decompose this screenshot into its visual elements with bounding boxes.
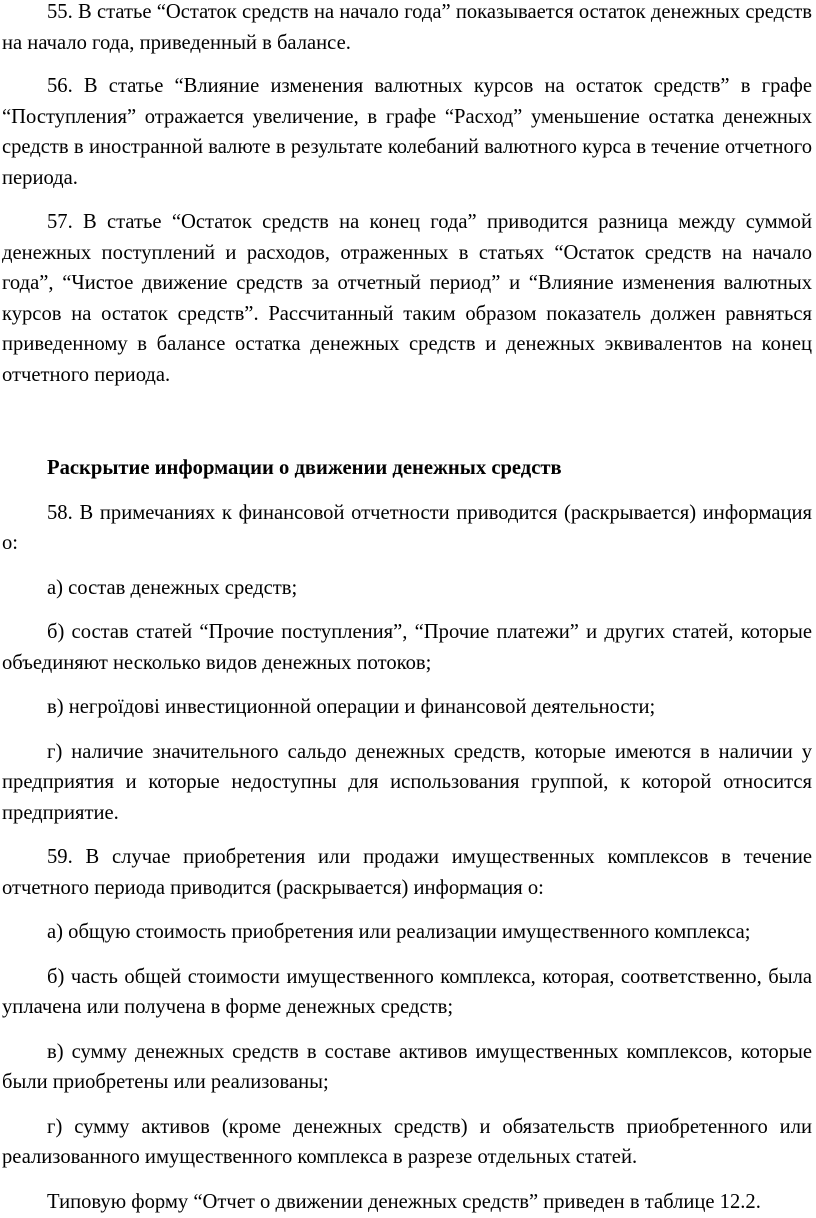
list-item-59d: г) сумму активов (кроме денежных средств) и обязательств приобретенного или реализованного имущественного комплекса в разрезе отдельных статей.	[2, 1115, 812, 1168]
list-item-58c: в) негроїдові инвестиционной операции и финансовой деятельности;	[47, 696, 656, 718]
section-heading: Раскрытие информации о движении денежных средств	[47, 457, 562, 479]
paragraph-57: 57. В статье “Остаток средств на конец года” приводится разница между суммой денежных поступлений и расходов, отраженных в статьях “Остаток средств на начало года”, “Чистое движение средств за отчетный период” и “Влияние изменения валютных курсов на остаток средств”. Рассчитанный таким образом показатель должен равняться приведенному в балансе остатка денежных средств и денежных эквивалентов на конец отчетного периода.	[2, 211, 812, 386]
list-item-59b: б) часть общей стоимости имущественного комплекса, которая, соответственно, была уплачена или получена в форме денежных средств;	[2, 965, 812, 1018]
list-item-58b: б) состав статей “Прочие поступления”, “Прочие платежи” и других статей, которые объединяют несколько видов денежных потоков;	[2, 621, 812, 674]
paragraph-59: 59. В случае приобретения или продажи имущественных комплексов в течение отчетного периода приводится (раскрывается) информация о:	[2, 846, 812, 899]
table-reference-paragraph: Типовую форму “Отчет о движении денежных средств” приведен в таблице 12.2.	[47, 1190, 761, 1213]
paragraph-55: 55. В статье “Остаток средств на начало года” показывается остаток денежных средств на начало года, приведенный в балансе.	[2, 1, 812, 54]
list-item-59a: а) общую стоимость приобретения или реализации имущественного комплекса;	[47, 921, 751, 943]
list-item-59c: в) сумму денежных средств в составе активов имущественных комплексов, которые были приобретены или реализованы;	[2, 1040, 812, 1093]
paragraph-58: 58. В примечаниях к финансовой отчетности приводится (раскрывается) информация о:	[2, 501, 812, 554]
list-item-58a: а) состав денежных средств;	[47, 576, 298, 599]
paragraph-56: 56. В статье “Влияние изменения валютных курсов на остаток средств” в графе “Поступления” отражается увеличение, в графе “Расход” уменьшение остатка денежных средств в иностранной валюте в результате колебаний валютного курса в течение отчетного периода.	[2, 75, 812, 189]
list-item-58d: г) наличие значительного сальдо денежных средств, которые имеются в наличии у предприятия и которые недоступны для использования группой, к которой относится предприятие.	[2, 740, 812, 824]
